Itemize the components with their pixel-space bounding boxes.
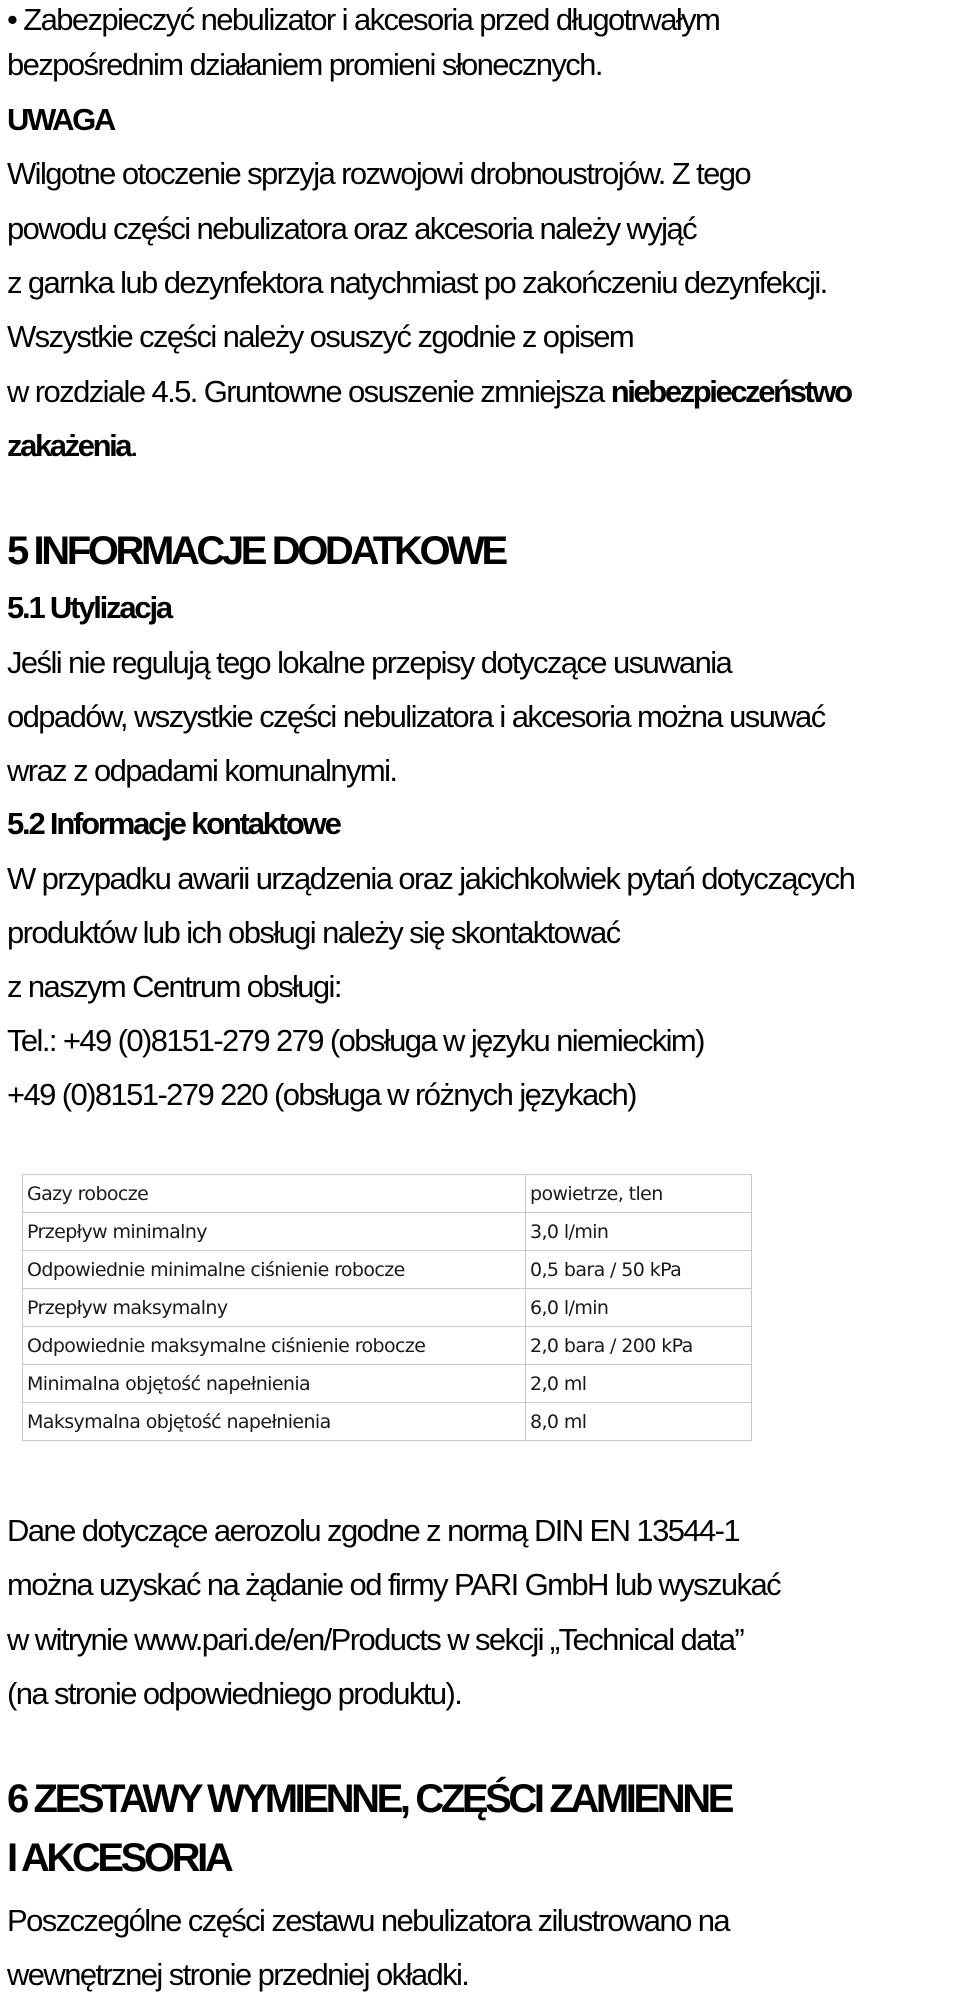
aerosol-line-4: (na stronie odpowiedniego produktu). xyxy=(7,1676,462,1711)
warning-line-7 xyxy=(7,374,851,410)
warning-line-1: • Zabezpieczyć nebulizator i akcesoria przed długotrwałym xyxy=(7,2,720,37)
disposal-line-3: wraz z odpadami komunalnymi. xyxy=(7,753,397,788)
section-5-1-title: 5.1 Utylizacja xyxy=(7,590,171,625)
disposal-line-1: Jeśli nie regulują tego lokalne przepisy dotyczące usuwania xyxy=(7,645,732,680)
disposal-line-2: odpadów, wszystkie części nebulizatora i akcesoria można usuwać xyxy=(7,699,825,734)
warning-line-3: Wilgotne otoczenie sprzyja rozwojowi drobnoustrojów. Z tego xyxy=(7,156,751,191)
warning-line-7-text: w rozdziale 4.5. Gruntowne osuszenie zmniejsza xyxy=(7,374,611,409)
table-row xyxy=(23,1403,752,1441)
contact-phone-german: Tel.: +49 (0)8151-279 279 (obsługa w języku niemieckim) xyxy=(7,1023,704,1058)
section-6-title-line-1: 6 ZESTAWY WYMIENNE, CZĘŚCI ZAMIENNE xyxy=(7,1777,732,1821)
warning-line-4: powodu części nebulizatora oraz akcesoria należy wyjąć xyxy=(7,211,696,246)
table-row xyxy=(23,1175,752,1213)
warning-line-2: bezpośrednim działaniem promieni słonecznych. xyxy=(7,47,602,82)
warning-line-8-end: . xyxy=(130,428,138,463)
uwaga-label: UWAGA xyxy=(7,102,114,137)
spec-label: Odpowiednie minimalne ciśnienie robocze xyxy=(23,1251,526,1289)
spec-value: powietrze, tlen xyxy=(526,1175,752,1213)
spec-label: Przepływ minimalny xyxy=(23,1213,526,1251)
aerosol-line-1: Dane dotyczące aerozolu zgodne z normą DIN EN 13544-1 xyxy=(7,1513,739,1548)
spec-label: Odpowiednie maksymalne ciśnienie robocze xyxy=(23,1327,526,1365)
spec-value: 3,0 l/min xyxy=(526,1213,752,1251)
section-6-line-1: Poszczególne części zestawu nebulizatora zilustrowano na xyxy=(7,1903,730,1938)
section-6-title-line-2: I AKCESORIA xyxy=(7,1836,231,1880)
spec-table xyxy=(22,1174,752,1441)
spec-label: Przepływ maksymalny xyxy=(23,1289,526,1327)
danger-word: niebezpieczeństwo xyxy=(610,374,851,409)
aerosol-line-3: w witrynie www.pari.de/en/Products w sekcji „Technical data” xyxy=(7,1622,744,1657)
spec-label: Minimalna objętość napełnienia xyxy=(23,1365,526,1403)
table-row xyxy=(23,1327,752,1365)
spec-label: Maksymalna objętość napełnienia xyxy=(23,1403,526,1441)
contact-line-1: W przypadku awarii urządzenia oraz jakichkolwiek pytań dotyczących xyxy=(7,861,855,896)
warning-line-5: z garnka lub dezynfektora natychmiast po zakończeniu dezynfekcji. xyxy=(7,265,827,300)
table-row xyxy=(23,1251,752,1289)
table-row xyxy=(23,1213,752,1251)
section-5-title: 5 INFORMACJE DODATKOWE xyxy=(7,529,505,573)
spec-value: 8,0 ml xyxy=(526,1403,752,1441)
contact-line-2: produktów lub ich obsługi należy się skontaktować xyxy=(7,915,620,950)
table-row xyxy=(23,1289,752,1327)
warning-line-8 xyxy=(7,428,137,464)
spec-label: Gazy robocze xyxy=(23,1175,526,1213)
contact-phone-multilingual: +49 (0)8151-279 220 (obsługa w różnych językach) xyxy=(7,1077,636,1112)
infection-word: zakażenia xyxy=(7,428,131,463)
section-6-line-2: wewnętrznej stronie przedniej okładki. xyxy=(7,1957,469,1992)
spec-value: 6,0 l/min xyxy=(526,1289,752,1327)
contact-line-3: z naszym Centrum obsługi: xyxy=(7,969,341,1004)
spec-value: 2,0 bara / 200 kPa xyxy=(526,1327,752,1365)
aerosol-line-2: można uzyskać na żądanie od firmy PARI GmbH lub wyszukać xyxy=(7,1567,780,1602)
spec-value: 0,5 bara / 50 kPa xyxy=(526,1251,752,1289)
warning-line-6: Wszystkie części należy osuszyć zgodnie z opisem xyxy=(7,319,634,354)
section-5-2-title: 5.2 Informacje kontaktowe xyxy=(7,806,340,841)
table-row xyxy=(23,1365,752,1403)
spec-value: 2,0 ml xyxy=(526,1365,752,1403)
